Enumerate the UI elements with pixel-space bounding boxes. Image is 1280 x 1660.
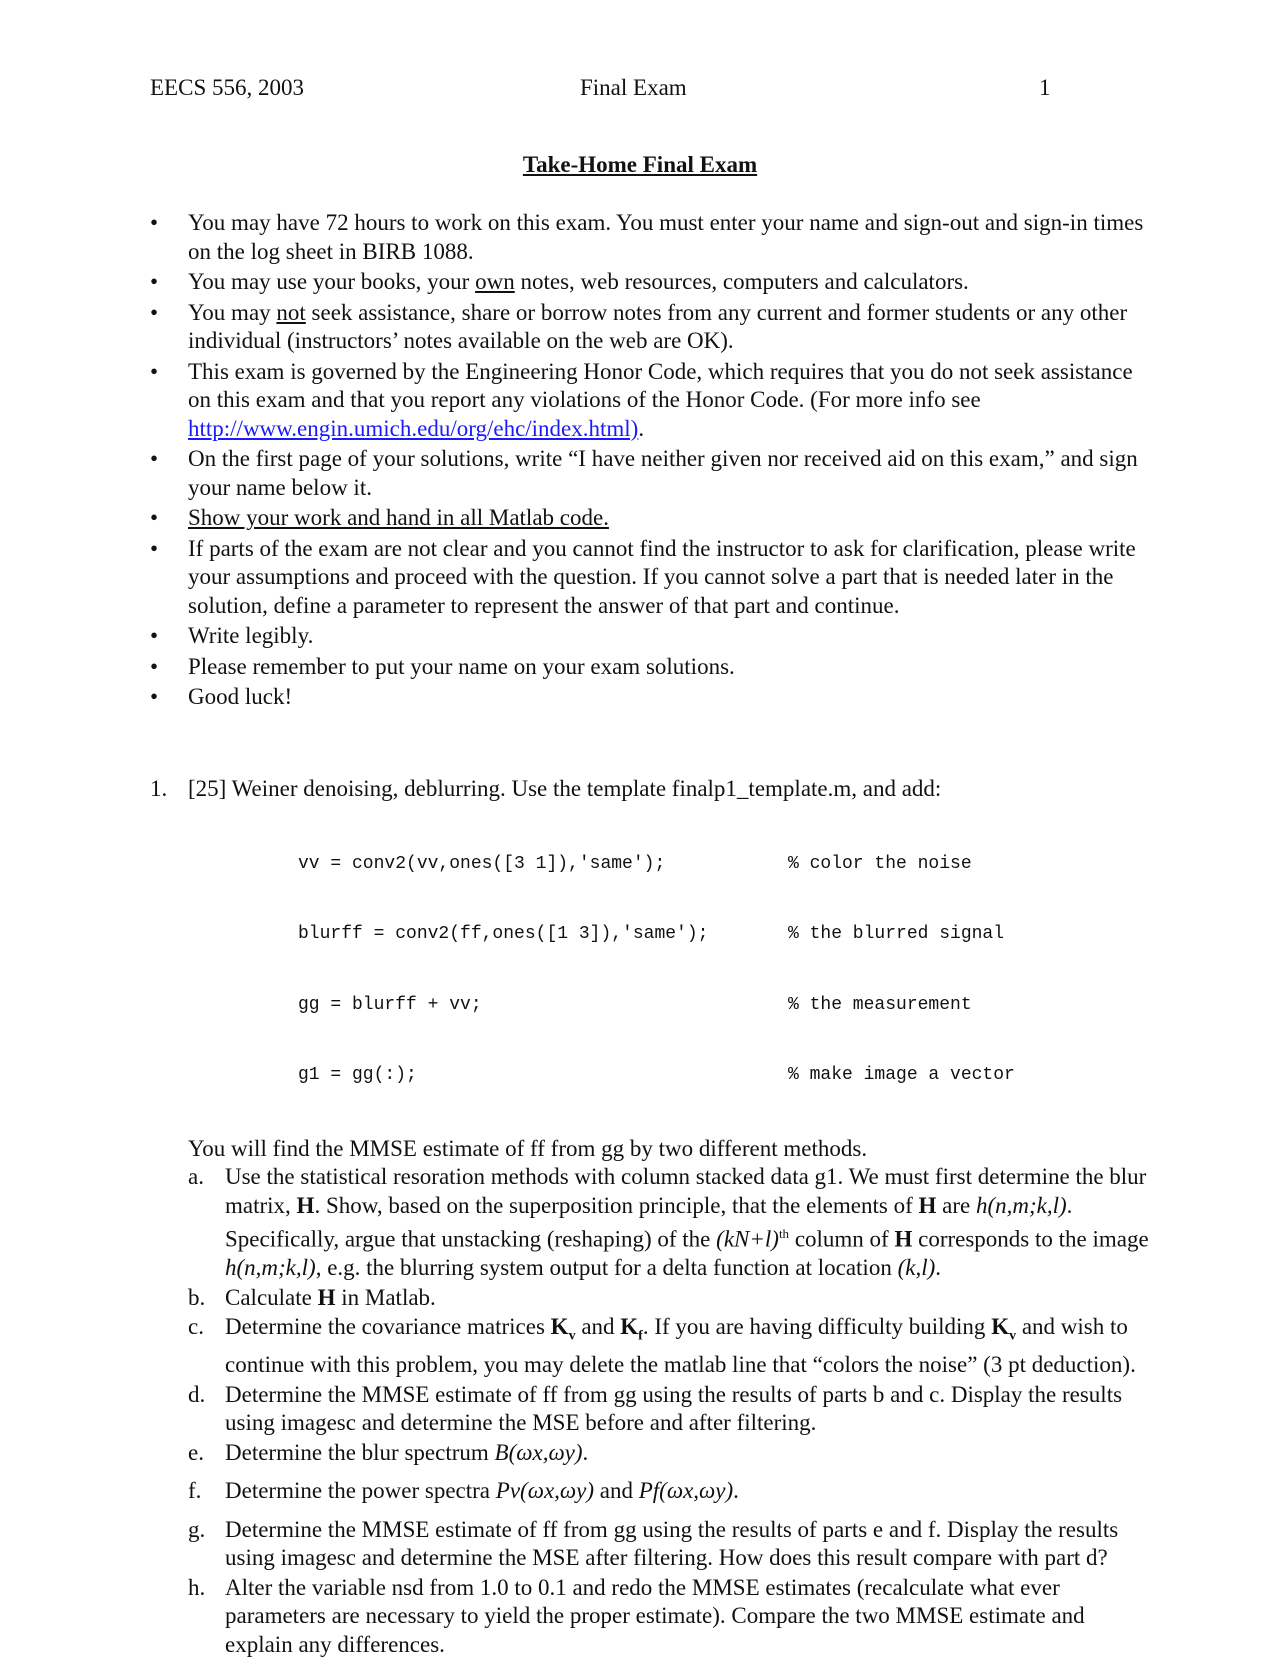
matrix-symbol — [991, 1314, 1017, 1344]
instruction-text: If parts of the exam are not clear and you cannot find the instructor to ask for clarification, please write your assumptions and proceed with the question. If you cannot solve a part that is needed later in the solution, define a parameter to represent the answer of that part and continue. — [188, 535, 1136, 618]
subscript: v — [568, 1328, 576, 1344]
part-text: . Specifically, argue that unstacking (reshaping) of the — [225, 1192, 1073, 1252]
part-text: . — [582, 1439, 589, 1465]
problem-1 — [150, 775, 1150, 1660]
part-text: Alter the variable nsd from 1.0 to 0.1 and redo the MMSE estimates (recalculate what ever parameters are necessary to yield the proper estimate). Compare the two MMSE estimate and explain any differences. — [225, 1574, 1085, 1657]
problem-parts — [188, 1163, 1150, 1659]
matrix-letter: K — [620, 1314, 639, 1340]
matrix-symbol: H — [918, 1192, 937, 1218]
instructions-list — [150, 209, 1150, 714]
part-text: column of — [789, 1226, 895, 1252]
part-label: b. — [188, 1284, 206, 1310]
code-comment: % make image a vector — [788, 1065, 1015, 1085]
part-label: e. — [188, 1439, 204, 1465]
part-label: h. — [188, 1574, 206, 1600]
part-label: d. — [188, 1381, 206, 1407]
subscript: v — [1009, 1328, 1017, 1344]
instruction-text: Write legibly. — [188, 623, 314, 648]
part-text: Determine the power spectra — [225, 1478, 496, 1504]
signal-spectrum-formula: Pf(ωx,ωy) — [638, 1478, 734, 1504]
part-a — [188, 1163, 1150, 1283]
subscript: f — [638, 1328, 643, 1344]
instruction-text: On the first page of your solutions, write “I have neither given nor received aid on this exam,” and sign your name below it. — [188, 446, 1138, 500]
code-comment: % the blurred signal — [788, 924, 1005, 944]
math-expression: h(n,m;k,l) — [225, 1255, 316, 1281]
instruction-text: This exam is governed by the Engineering Honor Code, which requires that you do not seek assistance on this exam and that you report any violations of the Honor Code. (For more info see — [188, 358, 1133, 412]
part-text: in Matlab. — [335, 1284, 436, 1310]
math-expression: (k,l) — [897, 1255, 936, 1281]
part-e — [188, 1439, 1150, 1468]
instruction-text: Show your work and hand in all Matlab code. — [188, 505, 609, 530]
math-expression: h(n,m;k,l) — [975, 1192, 1067, 1218]
header-page-number: 1 — [1039, 75, 1051, 100]
part-d — [188, 1381, 1150, 1438]
part-f — [188, 1477, 1150, 1506]
instruction-item — [150, 445, 1150, 502]
matrix-symbol: H — [894, 1226, 913, 1252]
part-label: a. — [188, 1164, 204, 1189]
part-label: g. — [188, 1516, 206, 1542]
part-text: and wish to continue with this problem, you may delete the matlab line that “colors the noise” (3 pt deduction). — [225, 1314, 1136, 1378]
code-line — [298, 853, 1150, 877]
matrix-symbol — [620, 1314, 643, 1344]
part-label: f. — [188, 1478, 202, 1504]
problem-intro: [25] Weiner denoising, deblurring. Use the template finalp1_template.m, and add: — [188, 776, 942, 801]
honor-code-link[interactable]: http://www.engin.umich.edu/org/ehc/index.html) — [188, 415, 639, 441]
code-statement: gg = blurff + vv; — [298, 994, 482, 1015]
header-course: EECS 556, 2003 — [150, 75, 304, 100]
part-text: Determine the MMSE estimate of ff from gg using the results of parts e and f. Display the results using imagesc and determine the MSE after filtering. How does this result compare with part d? — [225, 1516, 1119, 1571]
instruction-text: You may use your books, your — [188, 269, 476, 294]
instruction-item — [150, 535, 1150, 621]
matrix-symbol: H — [317, 1284, 336, 1310]
code-statement: vv = conv2(vv,ones([3 1]),'same'); — [298, 853, 666, 874]
part-text: and — [594, 1478, 639, 1504]
instruction-text: . — [638, 415, 645, 441]
code-comment: % the measurement — [788, 994, 972, 1015]
part-text: Determine the MMSE estimate of ff from gg using the results of parts b and c. Display the results using imagesc and determine the MSE before and after filtering. — [225, 1381, 1123, 1436]
problem-number: 1. — [150, 776, 168, 801]
part-label: c. — [188, 1314, 204, 1340]
part-text: and — [575, 1314, 621, 1340]
part-text: . — [733, 1478, 739, 1504]
instruction-item — [150, 504, 1150, 533]
underlined-word: own — [475, 269, 515, 294]
instruction-item — [150, 209, 1150, 266]
part-text: Use the statistical resoration methods with column stacked data g1. We must first determine the blur matrix, — [225, 1164, 1147, 1218]
part-text: . If you are having difficulty building — [642, 1314, 992, 1340]
part-g — [188, 1516, 1150, 1573]
part-h — [188, 1574, 1150, 1660]
noise-spectrum-formula: Pv(ωx,ωy) — [495, 1478, 595, 1504]
instruction-text: You may have 72 hours to work on this exam. You must enter your name and sign-out and sign-in times on the log sheet in BIRB 1088. — [188, 210, 1144, 264]
superscript: th — [778, 1226, 790, 1241]
instruction-item — [150, 358, 1150, 444]
instruction-text: Good luck! — [188, 684, 293, 709]
part-text: . Show, based on the superposition principle, that the elements of — [314, 1192, 919, 1218]
instruction-text: Please remember to put your name on your exam solutions. — [188, 653, 735, 679]
underlined-word: not — [276, 299, 306, 325]
part-text: . — [935, 1255, 941, 1281]
code-line — [298, 994, 1150, 1018]
math-expression: (kN+l) — [716, 1226, 779, 1252]
code-line — [298, 923, 1150, 947]
problem-lead: You will find the MMSE estimate of ff from gg by two different methods. — [188, 1135, 868, 1161]
header-doc-title: Final Exam — [580, 75, 687, 100]
matrix-symbol — [550, 1314, 576, 1344]
part-c — [188, 1313, 1150, 1380]
instruction-item — [150, 683, 1150, 712]
instruction-text: You may — [188, 299, 277, 325]
exam-title: Take-Home Final Exam — [522, 152, 758, 177]
part-text: corresponds to the image — [912, 1226, 1149, 1252]
part-text: are — [936, 1192, 976, 1218]
code-comment: % color the noise — [788, 853, 972, 874]
instruction-item — [150, 622, 1150, 651]
matrix-symbol: H — [296, 1192, 315, 1218]
matlab-code-block — [298, 806, 1150, 1135]
instruction-item — [150, 653, 1150, 682]
code-statement: blurff = conv2(ff,ones([1 3]),'same'); — [298, 924, 709, 944]
matrix-letter: K — [991, 1314, 1010, 1340]
instruction-text: seek assistance, share or borrow notes from any current and former students or any other individual (instructors’ notes available on the web are OK). — [188, 299, 1128, 353]
instruction-text: notes, web resources, computers and calculators. — [514, 269, 969, 294]
instruction-item — [150, 268, 1150, 297]
part-text: Determine the covariance matrices — [225, 1314, 551, 1340]
instruction-item — [150, 299, 1150, 356]
part-text: , e.g. the blurring system output for a delta function at location — [315, 1255, 898, 1281]
part-text: Calculate — [225, 1284, 318, 1310]
blur-spectrum-formula: B(ωx,ωy) — [494, 1439, 583, 1465]
part-text: Determine the blur spectrum — [225, 1439, 495, 1465]
code-statement: g1 = gg(:); — [298, 1065, 417, 1085]
code-line — [298, 1064, 1150, 1088]
matrix-letter: K — [550, 1314, 569, 1340]
part-b — [188, 1284, 1150, 1313]
